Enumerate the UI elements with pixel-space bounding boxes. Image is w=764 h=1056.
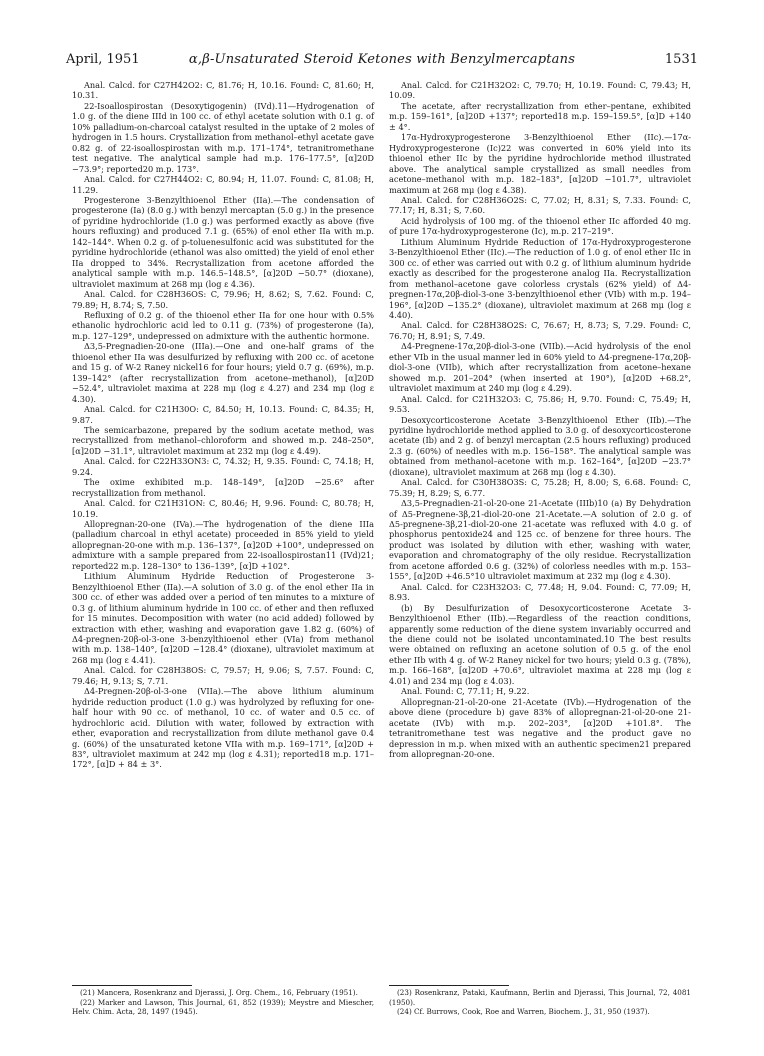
paragraph: The semicarbazone, prepared by the sodium acetate method, was recrystallized from methanol–chloroform and showed m.p. 248–250°, [α]20D −31.1°, ultraviolet maximum at 232 mμ (log ε 4.49). [72,424,374,456]
paragraph: Lithium Aluminum Hydride Reduction of 17α-Hydroxyprogesterone 3-Benzylthioenol Ether (IIc).—The reduction of 1.0 g. of enol ether IIc in 300 cc. of ether was carried out with 0.2 g. of lithium aluminum hydride exactly as described for the progesterone analog IIa. Recrystallization from methanol–acetone gave colorless crystals (62% yield) of Δ4-pregnen-17α,20β-diol-3-one 3-benzylthioenol ether (VIb) with m.p. 194–196°, [α]20D −135.2° (dioxane), ultraviolet maximum at 268 mμ (log ε 4.40). [389,236,691,320]
paragraph: Refluxing of 0.2 g. of the thioenol ether IIa for one hour with 0.5% ethanolic hydrochloric acid led to 0.11 g. (73%) of progesterone (Ia), m.p. 127–129°, undepressed on admixture with the authentic hormone. [72,309,374,341]
paragraph: Anal. Calcd. for C21H30O: C, 84.50; H, 10.13. Found: C, 84.35; H, 9.87. [72,404,374,425]
footnote-divider [72,985,192,986]
paragraph: Anal. Calcd. for C28H38OS: C, 79.57; H, 9.06; S, 7.57. Found: C, 79.46; H, 9.13; S, 7.71. [72,665,374,686]
paragraph: Anal. Calcd. for C27H44O2: C, 80.94; H, 11.07. Found: C, 81.08; H, 11.29. [72,174,374,195]
paragraph: Anal. Found: C, 77.11; H, 9.22. [401,686,530,697]
footnotes-right [389,985,691,1017]
paragraph: Desoxycorticosterone Acetate 3-Benzylthioenol Ether (IIb).—The pyridine hydrochloride method applied to 3.0 g. of desoxycorticosterone acetate (Ib) and 2 g. of benzyl mercaptan (2.5 hours refluxing) produced 2.3 g. (60%) of needles with m.p. 156–158°. The analytical sample was obtained from methanol–acetone with m.p. 162–164°, [α]20D −23.7° (dioxane), ultraviolet maximum at 268 mμ (log ε 4.30). [389,414,691,477]
paragraph: Allopregnan-21-ol-20-one 21-Acetate (IVb).—Hydrogenation of the above diene (procedure b) gave 83% of allopregnan-21-ol-20-one 21-acetate (IVb) with m.p. 202–203°, [α]20D +101.8°. The tetranitromethane test was negative and the product gave no depression in m.p. when mixed with an authentic specimen21 prepared from allopregnan-20-one. [389,696,691,759]
paragraph: Δ4-Pregnene-17α,20β-diol-3-one (VIIb).—Acid hydrolysis of the enol ether VIb in the usual manner led in 60% yield to Δ4-pregnene-17α,20β-diol-3-one (VIIb), which after recrystallization from acetone–hexane showed m.p. 201–204° (when inserted at 190°), [α]20D +68.2°, ultraviolet maximum at 240 mμ (log ε 4.29). [389,341,691,394]
paragraph: Progesterone 3-Benzylthioenol Ether (IIa).—The condensation of progesterone (Ia) (8.0 g.) with benzyl mercaptan (5.0 g.) in the presence of pyridine hydrochloride (1.0 g.) was performed exactly as above (five hours refluxing) and produced 7.1 g. (65%) of enol ether IIa with m.p. 142–144°. When 0.2 g. of p-toluenesulfonic acid was substituted for the pyridine hydrochloride (ethanol was also omitted) the yield of enol ether IIa dropped to 34%. Recrystallization from acetone afforded the analytical sample with m.p. 146.5–148.5°, [α]20D −50.7° (dioxane), ultraviolet maximum at 268 mμ (log ε 4.36). [72,194,374,289]
paragraph: Anal. Calcd. for C30H38O3S: C, 75.28; H, 8.00; S, 6.68. Found: C, 75.39; H, 8.29; S, 6.77. [389,477,691,498]
footnote-divider [389,985,509,986]
paragraph: Anal. Calcd. for C21H31ON: C, 80.46; H, 9.96. Found: C, 80.78; H, 10.19. [72,498,374,519]
paragraph: Anal. Calcd. for C28H38O2S: C, 76.67; H, 8.73; S, 7.29. Found: C, 76.70; H, 8.91; S, 7.49. [389,320,691,341]
paragraph: Δ4-Pregnen-20β-ol-3-one (VIIa).—The above lithium aluminum hydride reduction product (1.0 g.) was hydrolyzed by refluxing for one-half hour with 90 cc. of methanol, 10 cc. of water and 0.5 cc. of hydrochloric acid. Dilution with water, followed by extraction with ether, evaporation and recrystallization from dilute methanol gave 0.4 g. (60%) of the unsaturated ketone VIIa with m.p. 169–171°, [α]20D + 83°, ultraviolet maximum at 242 mμ (log ε 4.31); reported18 m.p. 171–172°, [α]D + 84 ± 3°. [72,686,374,770]
footnote: (21) Mancera, Rosenkranz and Djerassi, J. Org. Chem., 16, February (1951). [80,988,358,997]
paragraph: 22-Isoallospirostan (Desoxytigogenin) (IVd).11—Hydrogenation of 1.0 g. of the diene IIId in 100 cc. of ethyl acetate solution with 0.1 g. of 10% palladium-on-charcoal catalyst resulted in the uptake of 2 moles of hydrogen in 1.5 hours. Crystallization from methanol–ethyl acetate gave 0.82 g. of 22-isoallospirostan with m.p. 171–174°, tetranitromethane test negative. The analytical sample had m.p. 176–177.5°, [α]20D −73.9°; reported20 m.p. 173°. [72,100,374,174]
footnote: (23) Rosenkranz, Pataki, Kaufmann, Berlin and Djerassi, This Journal, 72, 4081 (1950). [389,988,691,1007]
paragraph: 17α-Hydroxyprogesterone 3-Benzylthioenol Ether (IIc).—17α-Hydroxyprogesterone (Ic)22 was converted in 60% yield into its thioenol ether IIc by the pyridine hydrochloride method illustrated above. The analytical sample crystallized as small needles from acetone–methanol with m.p. 182–183°, [α]20D −101.7°, ultraviolet maximum at 268 mμ (log ε 4.38). [389,132,691,195]
running-header [66,52,698,72]
paragraph: The acetate, after recrystallization from ether–pentane, exhibited m.p. 159–161°, [α]20D +137°; reported18 m.p. 159–159.5°, [α]D +140 ± 4°. [389,100,691,132]
header-date: April, 1951 [66,52,140,67]
paragraph: (b) By Desulfurization of Desoxycorticosterone Acetate 3-Benzylthioenol Ether (IIb).—Regardless of the reaction conditions, apparently some reduction of the diene system invariably occurred and the diene could not be isolated uncontaminated.10 The best results were obtained on refluxing an acetone solution of 0.5 g. of the enol ether IIb with 4 g. of W-2 Raney nickel for two hours; yield 0.3 g. (78%), m.p. 166–168°, [α]20D +70.6°, ultraviolet maxima at 228 mμ (log ε 4.01) and 234 mμ (log ε 4.03). [389,602,691,686]
footnotes-left [72,985,374,1017]
paragraph: Δ3,5-Pregnadien-20-one (IIIa).—One and one-half grams of the thioenol ether IIa was desulfurized by refluxing with 200 cc. of acetone and 15 g. of W-2 Raney nickel16 for four hours; yield 0.7 g. (69%), m.p. 139–142° (after recrystallization from acetone–methanol), [α]20D −52.4°, ultraviolet maxima at 228 mμ (log ε 4.27) and 234 mμ (log ε 4.30). [72,341,374,404]
paragraph: Anal. Calcd. for C22H33ON3: C, 74.32; H, 9.35. Found: C, 74.18; H, 9.24. [72,456,374,477]
paragraph: Δ3,5-Pregnadien-21-ol-20-one 21-Acetate (IIIb)10 (a) By Dehydration of Δ5-Pregnene-3β,21-diol-20-one 21-Acetate.—A solution of 2.0 g. of Δ5-pregnene-3β,21-diol-20-one 21-acetate was refluxed with 4.0 g. of phosphorus pentoxide24 and 125 cc. of benzene for three hours. The product was isolated by dilution with ether, washing with water, evaporation and chromatography of the oily residue. Recrystallization from acetone afforded 0.6 g. (32%) of colorless needles with m.p. 153–155°, [α]20D +46.5°10 ultraviolet maximum at 232 mμ (log ε 4.30). [389,498,691,582]
paragraph: Allopregnan-20-one (IVa).—The hydrogenation of the diene IIIa (palladium charcoal in ethyl acetate) proceeded in 85% yield to yield allopregnan-20-one with m.p. 136–137°, [α]20D +100°, undepressed on admixture with a sample prepared from 22-isoallospirostan11 (IVd)21; reported22 m.p. 128–130° to 136–139°, [α]D +102°. [72,519,374,571]
paragraph: Anal. Calcd. for C21H32O2: C, 79.70; H, 10.19. Found: C, 79.43; H, 10.09. [389,80,691,101]
paragraph: Anal. Calcd. for C28H36O2S: C, 77.02; H, 8.31; S, 7.33. Found: C, 77.17; H, 8.31; S, 7.60. [389,194,691,216]
header-title: α,β-Unsaturated Steroid Ketones with Benzylmercaptans [188,52,576,67]
page-number: 1531 [664,52,698,67]
paragraph: Anal. Calcd. for C27H42O2: C, 81.76; H, 10.16. Found: C, 81.60; H, 10.31. [72,80,374,101]
paragraph: Anal. Calcd. for C21H32O3: C, 75.86; H, 9.70. Found: C, 75.49; H, 9.53. [389,393,691,415]
paragraph: Anal. Calcd. for C23H32O3: C, 77.48; H, 9.04. Found: C, 77.09; H, 8.93. [389,581,691,603]
footnote: (22) Marker and Lawson, This Journal, 61, 852 (1939); Meystre and Miescher, Helv. Chim. Acta, 28, 1497 (1945). [72,997,374,1017]
left-column [72,80,374,770]
right-column [389,80,691,759]
paragraph: Acid hydrolysis of 100 mg. of the thioenol ether IIc afforded 40 mg. of pure 17α-hydroxyprogesterone (Ic), m.p. 217–219°. [389,215,691,237]
paragraph: Anal. Calcd. for C28H36OS: C, 79.96; H, 8.62; S, 7.62. Found: C, 79.89; H, 8.74; S, 7.50. [72,289,374,310]
paragraph: The oxime exhibited m.p. 148–149°, [α]20D −25.6° after recrystallization from methanol. [72,477,374,498]
footnote: (24) Cf. Burrows, Cook, Roe and Warren, Biochem. J., 31, 950 (1937). [397,1007,650,1017]
paragraph: Lithium Aluminum Hydride Reduction of Progesterone 3-Benzylthioenol Ether (IIa).—A solution of 3.0 g. of the enol ether IIa in 300 cc. of ether was added over a period of ten minutes to a mixture of 0.3 g. of lithium aluminum hydride in 100 cc. of ether and then refluxed for 15 minutes. Decomposition with water (no acid added) followed by extraction with ether, washing and evaporation gave 1.82 g. (60%) of Δ4-pregnen-20β-ol-3-one 3-benzylthioenol ether (VIa) from methanol with m.p. 138–140°, [α]20D −128.4° (dioxane), ultraviolet maximum at 268 mμ (log ε 4.41). [72,571,374,665]
